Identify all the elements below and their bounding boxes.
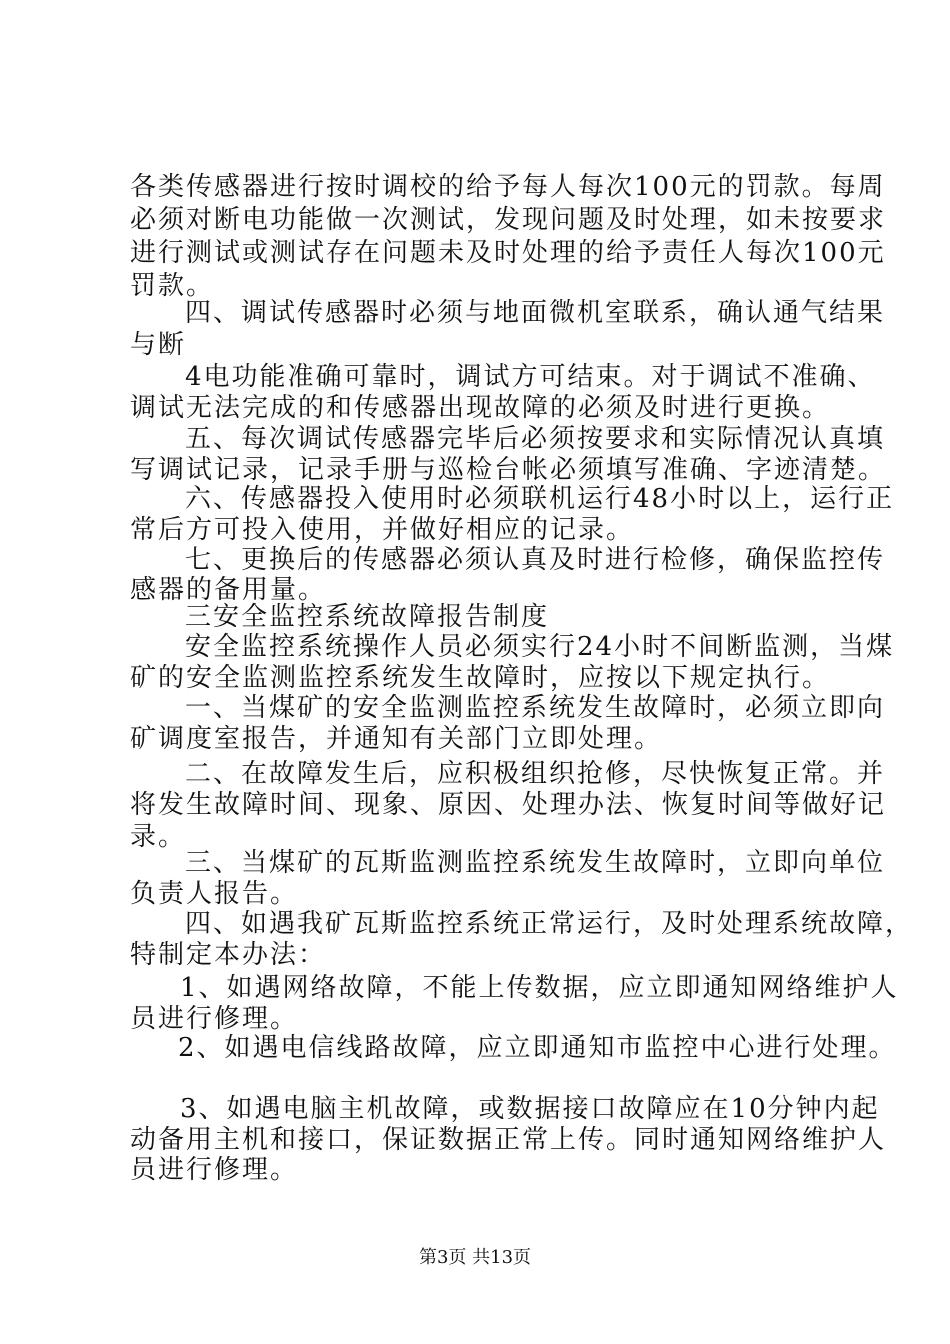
text-line: 进行测试或测试存在问题未及时处理的给予责任人每次100元 bbox=[130, 238, 886, 268]
text-line: 各类传感器进行按时调校的给予每人每次100元的罚款。每周 bbox=[130, 172, 886, 202]
text-line: 4电功能准确可靠时，调试方可结束。对于调试不准确、 bbox=[185, 362, 876, 392]
text-line: 四、调试传感器时必须与地面微机室联系，确认通气结果 bbox=[185, 298, 886, 328]
text-line: 常后方可投入使用，并做好相应的记录。 bbox=[130, 515, 635, 545]
text-line: 与断 bbox=[130, 330, 187, 360]
text-line: 录。 bbox=[130, 822, 187, 852]
text-line: 将发生故障时间、现象、原因、处理办法、恢复时间等做好记 bbox=[130, 790, 887, 820]
text-line: 1、如遇网络故障，不能上传数据，应立即通知网络维护人 bbox=[180, 973, 899, 1003]
text-line: 三、当煤矿的瓦斯监测监控系统发生故障时，立即向单位 bbox=[185, 848, 886, 878]
text-line: 动备用主机和接口，保证数据正常上传。同时通知网络维护人 bbox=[130, 1125, 887, 1155]
text-line: 罚款。 bbox=[130, 271, 215, 301]
text-line: 矿调度室报告，并通知有关部门立即处理。 bbox=[130, 724, 663, 754]
text-line: 调试无法完成的和传感器出现故障的必须及时进行更换。 bbox=[130, 393, 831, 423]
page-number-footer: 第3页 共13页 bbox=[418, 1247, 532, 1268]
text-line: 负责人报告。 bbox=[130, 879, 299, 909]
text-line: 矿的安全监测监控系统发生故障时，应按以下规定执行。 bbox=[130, 663, 831, 693]
text-line: 3、如遇电脑主机故障，或数据接口故障应在10分钟内起 bbox=[180, 1094, 880, 1124]
text-line: 2、如遇电信线路故障，应立即通知市监控中心进行处理。 bbox=[178, 1033, 897, 1063]
text-line: 写调试记录，记录手册与巡检台帐必须填写准确、字迹清楚。 bbox=[130, 455, 887, 485]
text-line: 二、在故障发生后，应积极组织抢修，尽快恢复正常。并 bbox=[185, 759, 886, 789]
text-line: 安全监控系统操作人员必须实行24小时不间断监测，当煤 bbox=[185, 632, 895, 662]
text-line: 六、传感器投入使用时必须联机运行48小时以上，运行正 bbox=[185, 484, 895, 514]
text-line: 五、每次调试传感器完毕后必须按要求和实际情况认真填 bbox=[185, 424, 886, 454]
text-line: 员进行修理。 bbox=[130, 1004, 299, 1034]
section-heading: 三安全监控系统故障报告制度 bbox=[185, 602, 550, 632]
text-line: 特制定本办法： bbox=[130, 940, 327, 970]
text-line: 感器的备用量。 bbox=[130, 575, 327, 605]
text-line: 一、当煤矿的安全监测监控系统发生故障时，必须立即向 bbox=[185, 693, 886, 723]
text-line: 四、如遇我矿瓦斯监控系统正常运行，及时处理系统故障， bbox=[185, 909, 914, 939]
text-line: 员进行修理。 bbox=[130, 1155, 299, 1185]
text-line: 七、更换后的传感器必须认真及时进行检修，确保监控传 bbox=[185, 545, 886, 575]
text-line: 必须对断电功能做一次测试，发现问题及时处理，如未按要求 bbox=[130, 205, 887, 235]
